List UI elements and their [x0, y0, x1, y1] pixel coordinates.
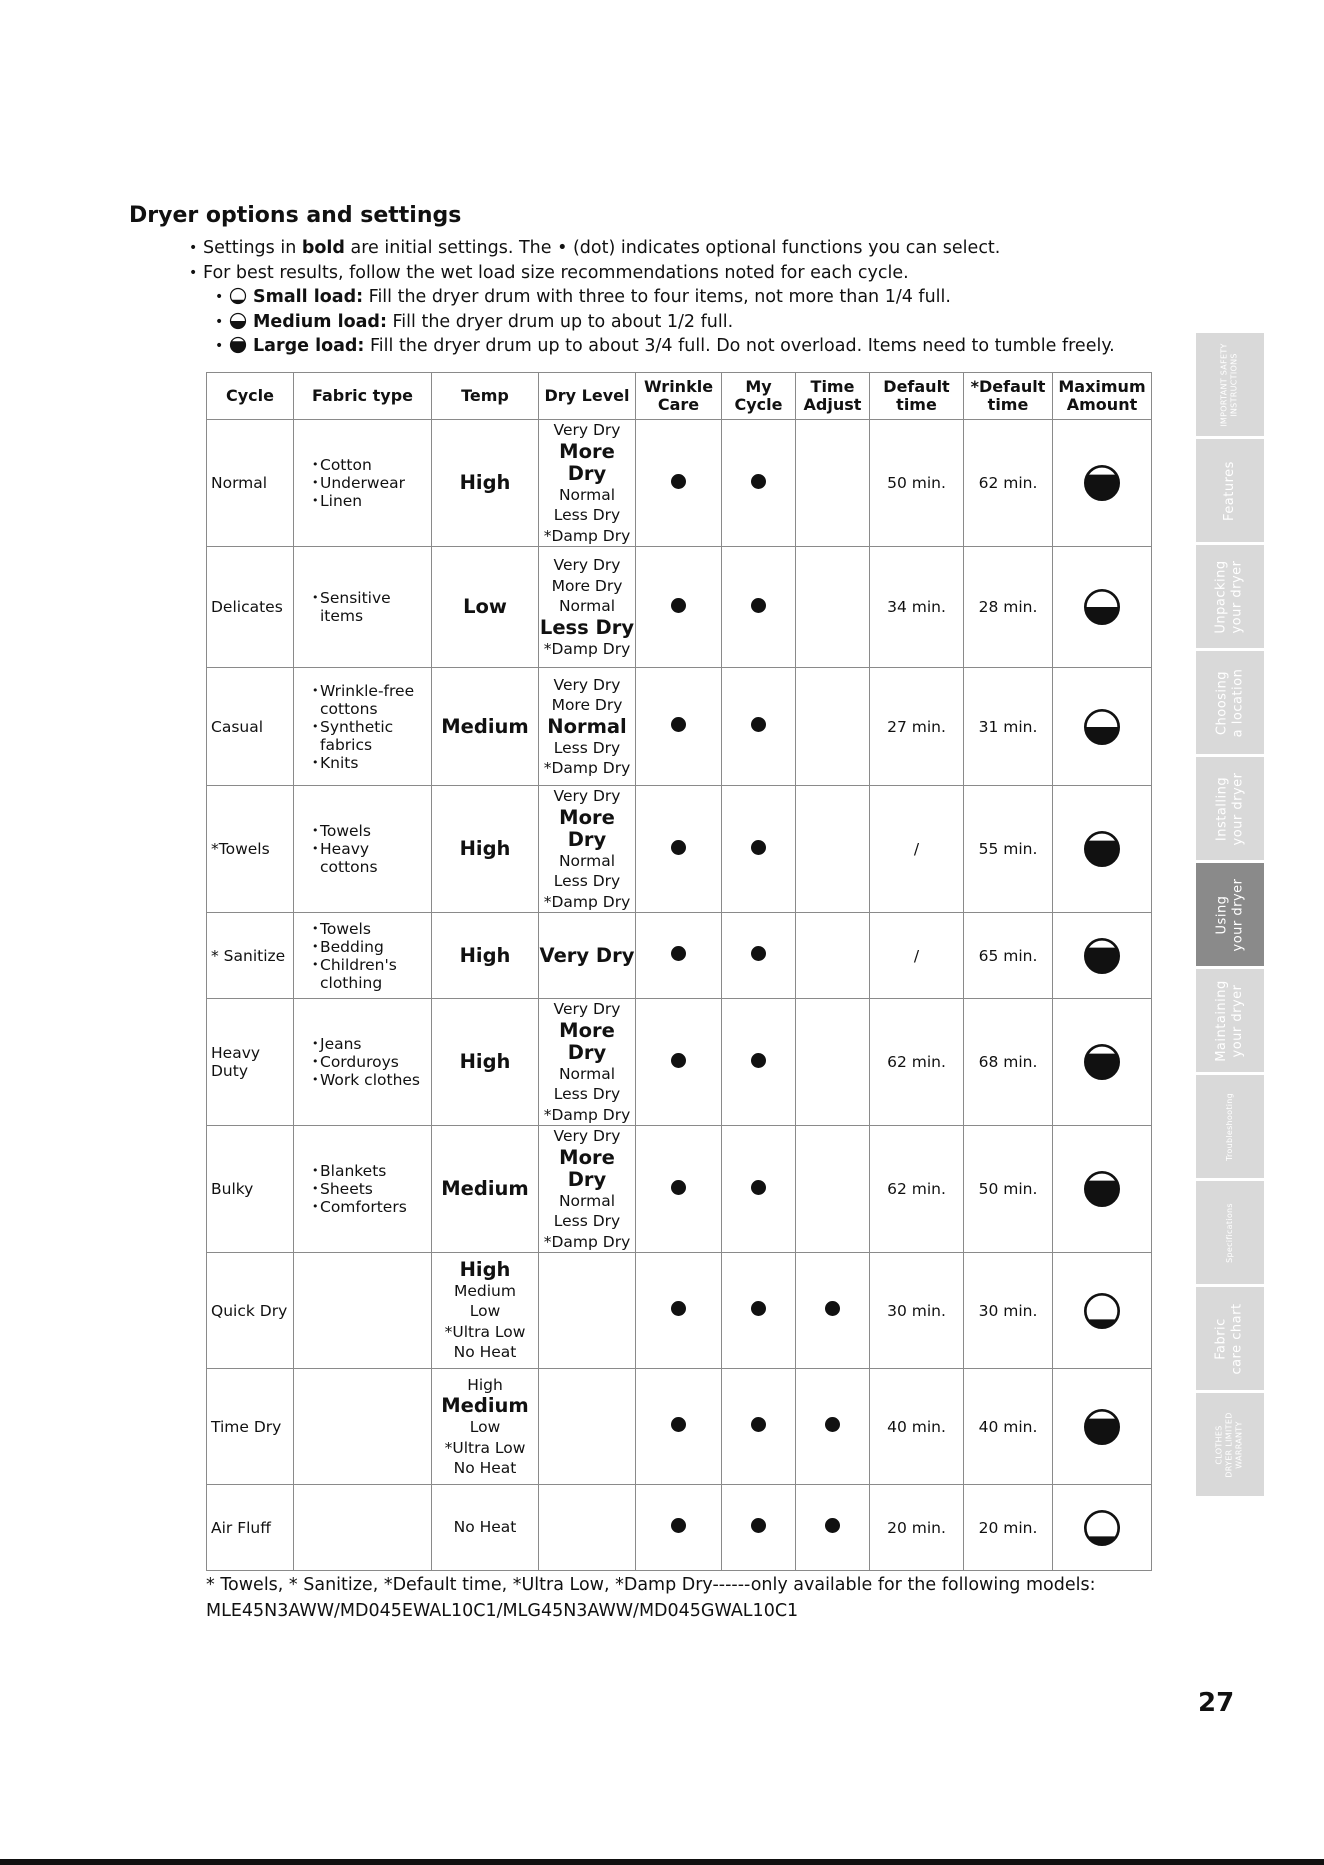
my-cycle-cell	[722, 913, 796, 999]
alt-default-time: 40 min.	[964, 1369, 1053, 1485]
intro-list	[189, 236, 1115, 359]
dry-level	[539, 1253, 636, 1369]
temp-option: No Heat	[453, 1518, 517, 1537]
dry-level-option: Normal	[558, 597, 616, 615]
time-adjust-cell	[796, 420, 870, 547]
temp-option: Low	[463, 595, 507, 618]
default-time: 30 min.	[870, 1253, 964, 1369]
section-tab[interactable]	[1196, 439, 1264, 542]
temp	[432, 1126, 539, 1253]
alt-default-time: 31 min.	[964, 668, 1053, 786]
dry-level-option: Normal	[547, 714, 627, 738]
my-cycle-dot-icon	[751, 598, 766, 613]
dry-level-option: More Dry	[559, 1145, 615, 1191]
fabric-type	[294, 420, 432, 547]
dry-level-option: Normal	[558, 851, 616, 870]
alt-default-time: 68 min.	[964, 999, 1053, 1126]
temp-option: High	[459, 837, 511, 860]
wrinkle-care-dot-icon	[671, 1518, 686, 1533]
footnote	[206, 1572, 1095, 1624]
my-cycle-cell	[722, 547, 796, 668]
load-level-icon	[1082, 1169, 1122, 1209]
section-tab-label: Specifications	[1224, 1202, 1234, 1263]
section-tab-label: Maintaining your dryer	[1214, 979, 1245, 1062]
dry-level-option: Less Dry	[553, 738, 621, 757]
footnote-line-2: MLE45N3AWW/MD045EWAL10C1/MLG45N3AWW/MD045GWAL10C1	[206, 1601, 799, 1621]
section-tab-label: Features	[1222, 460, 1237, 521]
temp-option: High	[467, 1375, 503, 1394]
fabric-type	[294, 1126, 432, 1253]
load-level-icon	[1082, 587, 1122, 627]
section-tab[interactable]	[1196, 545, 1264, 648]
temp	[432, 1369, 539, 1485]
alt-default-time: 50 min.	[964, 1126, 1053, 1253]
dry-level-option: *Damp Dry	[543, 892, 631, 911]
column-header: Cycle	[207, 373, 294, 420]
temp-option: No Heat	[453, 1343, 517, 1361]
maximum-amount	[1053, 1369, 1152, 1485]
wrinkle-care-dot-icon	[671, 1301, 686, 1316]
time-adjust-dot-icon	[825, 1518, 840, 1533]
table-row	[207, 1126, 1152, 1253]
time-adjust-dot-icon	[825, 1417, 840, 1432]
cycle-name: * Sanitize	[207, 913, 294, 999]
cycle-name: Quick Dry	[207, 1253, 294, 1369]
maximum-amount	[1053, 913, 1152, 999]
dry-level-option: Very Dry	[539, 943, 635, 967]
table-row	[207, 1253, 1152, 1369]
cycle-name: *Towels	[207, 786, 294, 913]
default-time: /	[870, 913, 964, 999]
default-time: 27 min.	[870, 668, 964, 786]
my-cycle-cell	[722, 420, 796, 547]
section-tab[interactable]	[1196, 757, 1264, 860]
wrinkle-care-cell	[636, 1369, 722, 1485]
maximum-amount	[1053, 420, 1152, 547]
wrinkle-care-dot-icon	[671, 598, 686, 613]
fabric-item: • Cotton	[300, 456, 431, 474]
fabric-item: • Sheets	[300, 1180, 431, 1198]
maximum-amount	[1053, 1126, 1152, 1253]
wrinkle-care-dot-icon	[671, 1417, 686, 1432]
wrinkle-care-cell	[636, 913, 722, 999]
time-adjust-cell	[796, 1369, 870, 1485]
default-time: 62 min.	[870, 999, 964, 1126]
section-tab[interactable]	[1196, 1287, 1264, 1390]
wrinkle-care-dot-icon	[671, 474, 686, 489]
temp	[432, 999, 539, 1126]
default-time: /	[870, 786, 964, 913]
intro-bullet-load-size: • For best results, follow the wet load size recommendations noted for each cycle.	[189, 261, 1115, 286]
dry-level	[539, 1126, 636, 1253]
wrinkle-care-dot-icon	[671, 840, 686, 855]
intro-large-load: • Large load: Fill the dryer drum up to about 3/4 full. Do not overload. Items need to tumble freely.	[215, 334, 1115, 359]
dry-level-option: Very Dry	[553, 1127, 621, 1145]
dry-level-option: More Dry	[551, 696, 623, 714]
maximum-amount	[1053, 999, 1152, 1126]
my-cycle-cell	[722, 1369, 796, 1485]
fabric-item: • Jeans	[300, 1035, 431, 1053]
temp-option: Medium	[441, 714, 529, 738]
fabric-type	[294, 786, 432, 913]
dry-level-option: More Dry	[559, 1018, 615, 1064]
dry-level	[539, 420, 636, 547]
temp	[432, 420, 539, 547]
fabric-item: • Towels	[300, 920, 431, 938]
column-header: Fabric type	[294, 373, 432, 420]
section-tabs	[1196, 333, 1264, 1499]
cycle-name: Delicates	[207, 547, 294, 668]
my-cycle-dot-icon	[751, 946, 766, 961]
temp	[432, 913, 539, 999]
cycle-name: Casual	[207, 668, 294, 786]
temp	[432, 668, 539, 786]
fabric-item: • Synthetic fabrics	[300, 718, 431, 754]
footnote-line-1: * Towels, * Sanitize, *Default time, *Ultra Low, *Damp Dry------only available for the following models:	[206, 1575, 1096, 1595]
time-adjust-cell	[796, 1253, 870, 1369]
table-row	[207, 999, 1152, 1126]
temp-option: No Heat	[453, 1459, 517, 1477]
temp-option: High	[459, 943, 511, 967]
dry-level	[539, 1369, 636, 1485]
temp-option: Medium	[454, 1281, 516, 1300]
section-tab-label: Troubleshooting	[1225, 1092, 1235, 1161]
section-tab-label: Fabric care chart	[1214, 1302, 1246, 1375]
bottom-rule	[0, 1859, 1324, 1865]
dry-level-option: Normal	[558, 485, 616, 504]
load-level-icon	[1082, 1407, 1122, 1447]
my-cycle-dot-icon	[751, 1417, 766, 1432]
my-cycle-cell	[722, 999, 796, 1126]
wrinkle-care-cell	[636, 1485, 722, 1571]
fabric-item: • Knits	[300, 754, 431, 772]
small-load-icon	[229, 287, 247, 305]
section-tab-label: Unpacking your dryer	[1214, 559, 1246, 634]
my-cycle-dot-icon	[751, 1301, 766, 1316]
my-cycle-dot-icon	[751, 840, 766, 855]
temp-option: High	[459, 1257, 511, 1281]
temp-option: *Ultra Low	[444, 1322, 526, 1341]
column-header: Maximum Amount	[1053, 373, 1152, 420]
wrinkle-care-dot-icon	[671, 1053, 686, 1068]
section-tab[interactable]	[1196, 863, 1264, 966]
load-level-icon	[1082, 707, 1122, 747]
time-adjust-cell	[796, 668, 870, 786]
load-level-icon	[1082, 1291, 1122, 1331]
fabric-type	[294, 547, 432, 668]
table-header-row	[207, 373, 1152, 420]
temp-option: Medium	[441, 1177, 529, 1200]
fabric-item: • Heavy cottons	[300, 840, 431, 876]
fabric-item: • Corduroys	[300, 1053, 431, 1071]
my-cycle-dot-icon	[751, 1518, 766, 1533]
fabric-type	[294, 999, 432, 1126]
dry-level	[539, 1485, 636, 1571]
dry-level-option: Very Dry	[553, 787, 621, 805]
table-row	[207, 786, 1152, 913]
my-cycle-cell	[722, 786, 796, 913]
section-tab-label: IMPORTANT SAFETY INSTRUCTIONS	[1220, 342, 1240, 427]
dry-level-option: Very Dry	[553, 1000, 621, 1018]
my-cycle-dot-icon	[751, 474, 766, 489]
default-time: 40 min.	[870, 1369, 964, 1485]
wrinkle-care-cell	[636, 786, 722, 913]
intro-medium-load: • Medium load: Fill the dryer drum up to about 1/2 full.	[215, 310, 1115, 335]
dry-level	[539, 547, 636, 668]
dry-level-option: More Dry	[559, 805, 615, 851]
section-tab[interactable]	[1196, 1181, 1264, 1284]
column-header: Default time	[870, 373, 964, 420]
fabric-type	[294, 1253, 432, 1369]
fabric-item: • Work clothes	[300, 1071, 431, 1089]
column-header: Dry Level	[539, 373, 636, 420]
load-level-icon	[1082, 1508, 1122, 1548]
settings-table-container	[206, 372, 1152, 1571]
time-adjust-cell	[796, 999, 870, 1126]
fabric-type	[294, 913, 432, 999]
wrinkle-care-dot-icon	[671, 717, 686, 732]
wrinkle-care-cell	[636, 999, 722, 1126]
fabric-item: • Comforters	[300, 1198, 431, 1216]
load-level-icon	[1082, 1042, 1122, 1082]
temp	[432, 786, 539, 913]
table-body	[207, 420, 1152, 1571]
section-tab[interactable]	[1196, 651, 1264, 754]
medium-load-icon	[229, 312, 247, 330]
load-level-icon	[1082, 936, 1122, 976]
dry-level-option: Less Dry	[553, 872, 621, 890]
cycle-name: Heavy Duty	[207, 999, 294, 1126]
column-header: Temp	[432, 373, 539, 420]
page-number: 27	[1198, 1688, 1235, 1718]
intro-small-load: • Small load: Fill the dryer drum with three to four items, not more than 1/4 full.	[215, 285, 1115, 310]
temp-option: Low	[469, 1418, 501, 1436]
table-row	[207, 1485, 1152, 1571]
my-cycle-dot-icon	[751, 717, 766, 732]
dry-level-option: *Damp Dry	[543, 759, 631, 777]
alt-default-time: 65 min.	[964, 913, 1053, 999]
alt-default-time: 55 min.	[964, 786, 1053, 913]
column-header: Time Adjust	[796, 373, 870, 420]
time-adjust-cell	[796, 913, 870, 999]
column-header: *Default time	[964, 373, 1053, 420]
wrinkle-care-cell	[636, 668, 722, 786]
section-tab[interactable]	[1196, 1075, 1264, 1178]
cycle-name: Normal	[207, 420, 294, 547]
wrinkle-care-cell	[636, 547, 722, 668]
time-adjust-cell	[796, 547, 870, 668]
load-level-icon	[1082, 463, 1122, 503]
section-tab-label: Installing your dryer	[1214, 772, 1245, 845]
table-row	[207, 668, 1152, 786]
temp-option: Low	[469, 1302, 501, 1320]
temp	[432, 1485, 539, 1571]
alt-default-time: 28 min.	[964, 547, 1053, 668]
fabric-item: • Linen	[300, 492, 431, 510]
section-tab-label: Using your dryer	[1214, 878, 1245, 951]
fabric-item: • Children's clothing	[300, 956, 431, 992]
fabric-type	[294, 1369, 432, 1485]
my-cycle-cell	[722, 1485, 796, 1571]
time-adjust-dot-icon	[825, 1301, 840, 1316]
column-header: My Cycle	[722, 373, 796, 420]
dry-level-option: Less Dry	[553, 506, 621, 524]
column-header: Wrinkle Care	[636, 373, 722, 420]
dry-level-option: Very Dry	[553, 675, 621, 694]
section-tab[interactable]	[1196, 969, 1264, 1072]
cycle-name: Time Dry	[207, 1369, 294, 1485]
time-adjust-cell	[796, 1126, 870, 1253]
temp-option: *Ultra Low	[444, 1438, 526, 1457]
my-cycle-dot-icon	[751, 1053, 766, 1068]
cycle-name: Air Fluff	[207, 1485, 294, 1571]
alt-default-time: 20 min.	[964, 1485, 1053, 1571]
dry-level-option: Very Dry	[553, 421, 621, 439]
maximum-amount	[1053, 547, 1152, 668]
dry-level-option: Normal	[558, 1064, 616, 1083]
wrinkle-care-cell	[636, 1253, 722, 1369]
fabric-item: • Bedding	[300, 938, 431, 956]
fabric-item: • Towels	[300, 822, 431, 840]
temp-option: High	[459, 471, 511, 494]
large-load-icon	[229, 336, 247, 354]
dry-level	[539, 668, 636, 786]
dry-level-option: *Damp Dry	[543, 1232, 631, 1251]
table-row	[207, 547, 1152, 668]
fabric-item: • Underwear	[300, 474, 431, 492]
temp	[432, 547, 539, 668]
default-time: 34 min.	[870, 547, 964, 668]
maximum-amount	[1053, 1253, 1152, 1369]
dry-level-option: More Dry	[551, 576, 623, 595]
dry-level-option: *Damp Dry	[543, 639, 631, 658]
fabric-type	[294, 1485, 432, 1571]
fabric-item: • Wrinkle-free cottons	[300, 682, 431, 718]
default-time: 20 min.	[870, 1485, 964, 1571]
section-tab[interactable]	[1196, 333, 1264, 436]
default-time: 50 min.	[870, 420, 964, 547]
dry-level-option: Less Dry	[539, 615, 635, 639]
temp	[432, 1253, 539, 1369]
dryer-settings-table	[206, 372, 1152, 1571]
my-cycle-cell	[722, 1126, 796, 1253]
maximum-amount	[1053, 668, 1152, 786]
dry-level-option: Less Dry	[553, 1212, 621, 1230]
wrinkle-care-dot-icon	[671, 1180, 686, 1195]
my-cycle-cell	[722, 1253, 796, 1369]
maximum-amount	[1053, 1485, 1152, 1571]
dry-level-option: Very Dry	[553, 556, 621, 574]
wrinkle-care-cell	[636, 420, 722, 547]
dry-level	[539, 786, 636, 913]
dry-level	[539, 999, 636, 1126]
dry-level-option: *Damp Dry	[543, 1105, 631, 1124]
my-cycle-dot-icon	[751, 1180, 766, 1195]
my-cycle-cell	[722, 668, 796, 786]
section-tab-label: Choosing a location	[1214, 668, 1245, 737]
load-level-icon	[1082, 829, 1122, 869]
alt-default-time: 30 min.	[964, 1253, 1053, 1369]
fabric-type	[294, 668, 432, 786]
dry-level-option: Less Dry	[553, 1085, 621, 1103]
fabric-item: • Sensitive items	[300, 589, 431, 625]
alt-default-time: 62 min.	[964, 420, 1053, 547]
cycle-name: Bulky	[207, 1126, 294, 1253]
default-time: 62 min.	[870, 1126, 964, 1253]
dry-level-option: *Damp Dry	[543, 526, 631, 545]
time-adjust-cell	[796, 1485, 870, 1571]
dry-level-option: More Dry	[559, 439, 615, 485]
time-adjust-cell	[796, 786, 870, 913]
section-tab[interactable]	[1196, 1393, 1264, 1496]
table-row	[207, 913, 1152, 999]
wrinkle-care-dot-icon	[671, 946, 686, 961]
section-tab-label: CLOTHES DRYER LIMITED WARRANTY	[1215, 1411, 1244, 1478]
temp-option: High	[459, 1050, 511, 1073]
dry-level	[539, 913, 636, 999]
intro-bullet-bold-note: • Settings in bold are initial settings. The • (dot) indicates optional functions you can select.	[189, 236, 1115, 261]
table-row	[207, 420, 1152, 547]
fabric-item: • Blankets	[300, 1162, 431, 1180]
temp-option: Medium	[441, 1394, 529, 1417]
table-row	[207, 1369, 1152, 1485]
dry-level-option: Normal	[558, 1191, 616, 1210]
page-title: Dryer options and settings	[129, 203, 462, 228]
wrinkle-care-cell	[636, 1126, 722, 1253]
maximum-amount	[1053, 786, 1152, 913]
